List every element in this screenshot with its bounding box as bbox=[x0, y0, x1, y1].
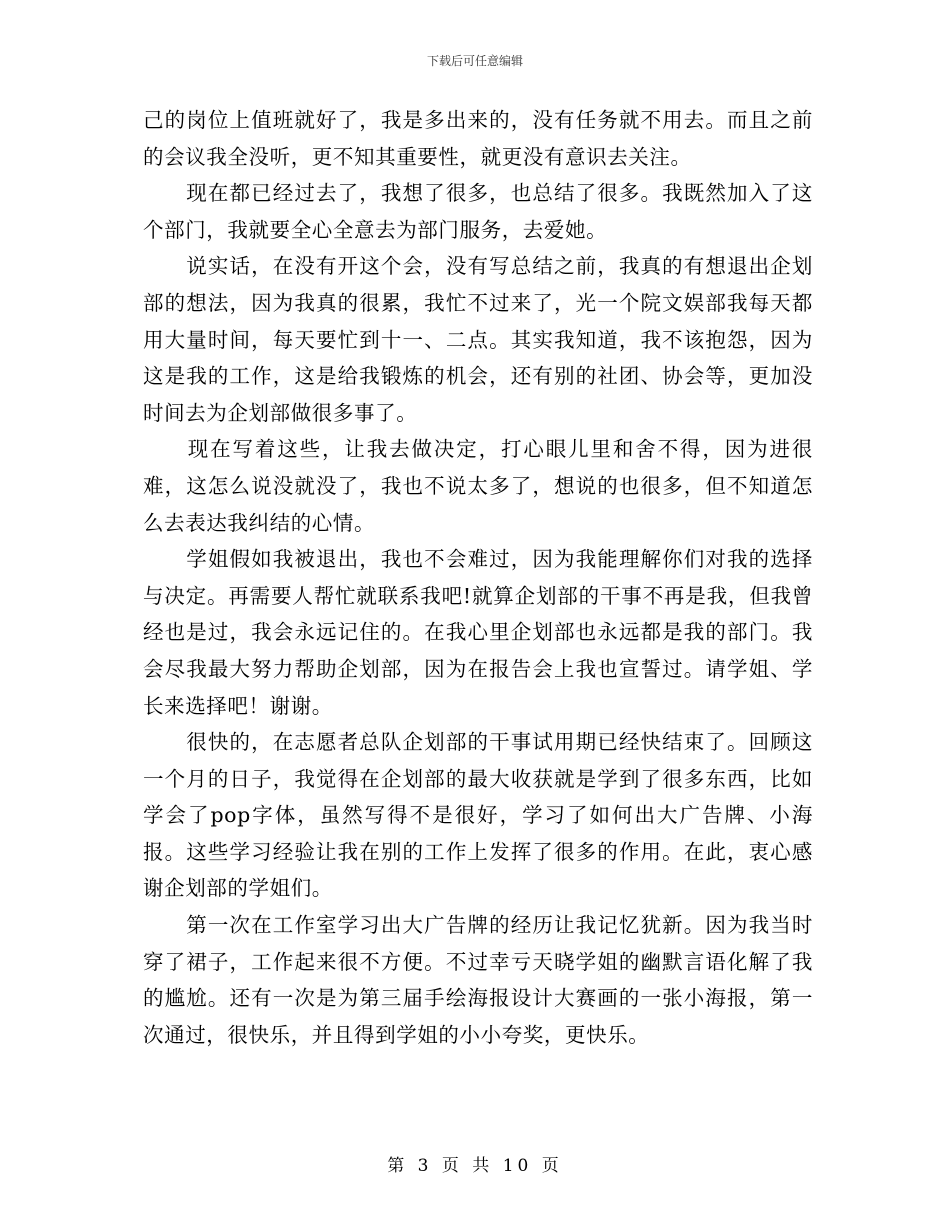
paragraph-6: 很快的，在志愿者总队企划部的干事试用期已经快结束了。回顾这一个月的日子，我觉得在企划部的最大收获就是学到了很多东西，比如学会了pop字体，虽然写得不是很好，学习了如何出大广告牌、小海报。这些学习经验让我在别的工作上发挥了很多的作用。在此，衷心感谢企划部的学姐们。 bbox=[143, 730, 813, 901]
document-body bbox=[143, 102, 813, 1053]
paragraph-1: 己的岗位上值班就好了，我是多出来的，没有任务就不用去。而且之前的会议我全没听，更不知其重要性，就更没有意识去关注。 bbox=[143, 108, 813, 169]
paragraph-7: 第一次在工作室学习出大广告牌的经历让我记忆犹新。因为我当时穿了裙子，工作起来很不方便。不过幸亏天晓学姐的幽默言语化解了我的尴尬。还有一次是为第三届手绘海报设计大赛画的一张小海报，第一次通过，很快乐，并且得到学姐的小小夸奖，更快乐。 bbox=[143, 913, 813, 1047]
page-header: 下载后可任意编辑 bbox=[426, 54, 523, 68]
paragraph-3: 说实话，在没有开这个会，没有写总结之前，我真的有想退出企划部的想法，因为我真的很累，我忙不过来了，光一个院文娱部我每天都用大量时间，每天要忙到十一、二点。其实我知道，我不该抱怨，因为这是我的工作，这是给我锻炼的机会，还有别的社团、协会等，更加没时间去为企划部做很多事了。 bbox=[143, 254, 813, 425]
paragraph-4: 现在写着这些，让我去做决定，打心眼儿里和舍不得，因为进很难，这怎么说没就没了，我也不说太多了，想说的也很多，但不知道怎么去表达我纠结的心情。 bbox=[143, 437, 813, 535]
paragraph-5: 学姐假如我被退出，我也不会难过，因为我能理解你们对我的选择与决定。再需要人帮忙就联系我吧!就算企划部的干事不再是我，但我曾经也是过，我会永远记住的。在我心里企划部也永远都是我的部门。我会尽我最大努力帮助企划部，因为在报告会上我也宣誓过。请学姐、学长来选择吧！谢谢。 bbox=[143, 547, 813, 718]
paragraph-2: 现在都已经过去了，我想了很多，也总结了很多。我既然加入了这个部门，我就要全心全意去为部门服务，去爱她。 bbox=[143, 181, 813, 242]
page-number: 第 3 页 共 10 页 bbox=[387, 1156, 563, 1176]
